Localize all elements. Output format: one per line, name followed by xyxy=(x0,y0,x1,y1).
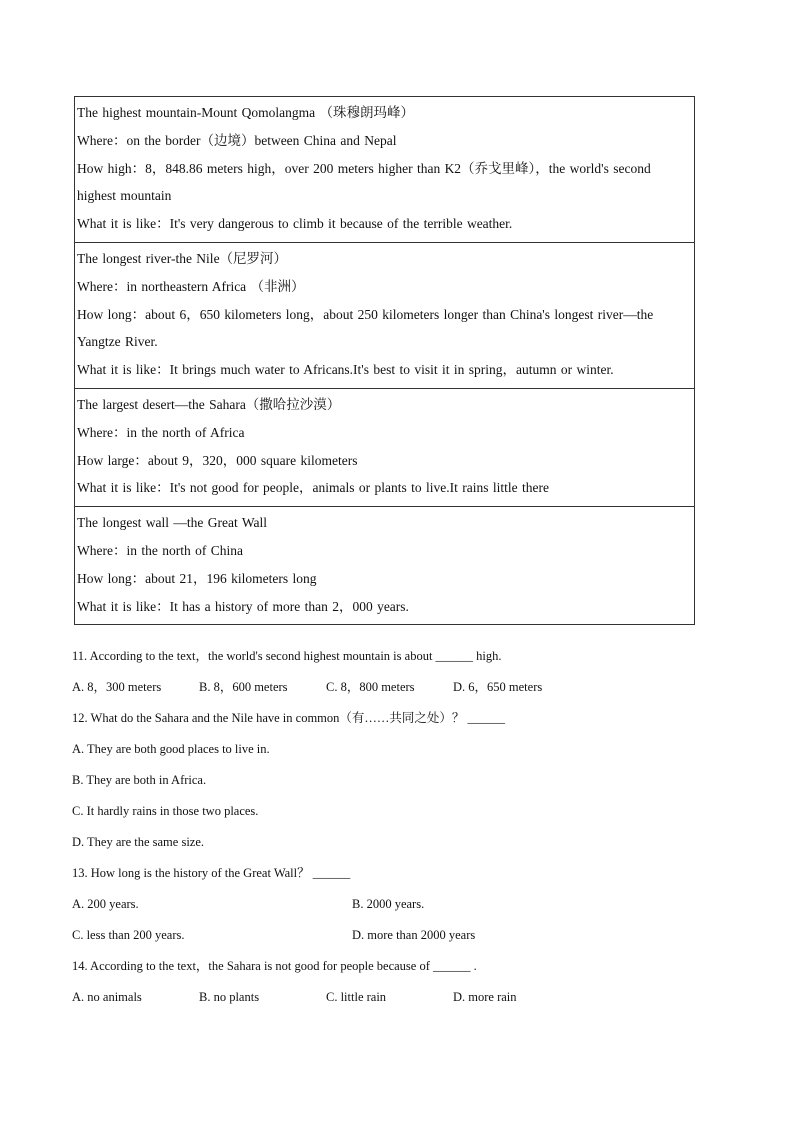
fact-size: How long：about 21，196 kilometers long xyxy=(77,570,317,586)
option-c: C. little rain xyxy=(326,990,387,1004)
question-13-options-row1 xyxy=(72,892,712,923)
option-c: C. It hardly rains in those two places. xyxy=(72,804,259,818)
fact-description: What it is like：It has a history of more than 2，000 years. xyxy=(77,598,409,614)
fact-size: How long：about 6，650 kilometers long，about 250 kilometers longer than China's longest river—the Yangtze River. xyxy=(77,306,654,350)
option-d: D. more rain xyxy=(453,990,517,1004)
fact-where: Where：in northeastern Africa （非洲） xyxy=(77,278,305,294)
fact-cell xyxy=(75,388,695,506)
fact-where: Where：on the border（边境）between China and Nepal xyxy=(77,132,397,148)
fact-cell xyxy=(75,242,695,388)
fact-row-wall xyxy=(75,507,695,625)
question-13-options-row2 xyxy=(72,923,712,954)
fact-row-mountain xyxy=(75,97,695,243)
option-d: D. 6，650 meters xyxy=(453,680,543,694)
option-b: B. 2000 years. xyxy=(352,897,425,911)
fact-size: How large：about 9，320，000 square kilometers xyxy=(77,452,358,468)
fact-where: Where：in the north of China xyxy=(77,542,243,558)
question-14-options xyxy=(72,985,712,1016)
option-b: B. no plants xyxy=(199,990,260,1004)
facts-table xyxy=(74,96,695,625)
fact-description: What it is like：It's not good for people，animals or plants to live.It rains little there xyxy=(77,480,549,496)
fact-size: How high：8，848.86 meters high，over 200 meters higher than K2（乔戈里峰），the world's second highest mountain xyxy=(77,160,651,204)
fact-title: The longest wall —the Great Wall xyxy=(77,515,267,531)
question-11-options xyxy=(72,675,712,706)
fact-cell xyxy=(75,507,695,625)
question-12: 12. What do the Sahara and the Nile have in common（有……共同之处）？ ______ xyxy=(72,711,506,725)
question-14: 14. According to the text，the Sahara is not good for people because of ______ . xyxy=(72,959,477,973)
option-a: A. 8，300 meters xyxy=(72,680,162,694)
fact-cell xyxy=(75,97,695,243)
question-13: 13. How long is the history of the Great Wall？ ______ xyxy=(72,866,351,880)
option-a: A. no animals xyxy=(72,990,142,1004)
questions-section xyxy=(72,644,712,1016)
fact-row-river xyxy=(75,242,695,388)
fact-description: What it is like：It's very dangerous to climb it because of the terrible weather. xyxy=(77,216,513,232)
option-d: D. They are the same size. xyxy=(72,835,205,849)
fact-title: The longest river-the Nile（尼罗河） xyxy=(77,250,288,266)
fact-title: The highest mountain-Mount Qomolangma （珠穆朗玛峰） xyxy=(77,105,414,120)
option-a: A. 200 years. xyxy=(72,897,139,911)
fact-description: What it is like：It brings much water to Africans.It's best to visit it in spring，autumn or winter. xyxy=(77,362,614,378)
question-11: 11. According to the text，the world's second highest mountain is about ______ high. xyxy=(72,649,502,663)
fact-row-desert xyxy=(75,388,695,506)
option-b: B. They are both in Africa. xyxy=(72,773,207,787)
option-c: C. 8，800 meters xyxy=(326,680,415,694)
fact-title: The largest desert—the Sahara（撒哈拉沙漠） xyxy=(77,396,341,412)
option-d: D. more than 2000 years xyxy=(352,928,476,942)
option-a: A. They are both good places to live in. xyxy=(72,742,270,756)
option-b: B. 8，600 meters xyxy=(199,680,288,694)
option-c: C. less than 200 years. xyxy=(72,928,185,942)
fact-where: Where：in the north of Africa xyxy=(77,424,245,440)
